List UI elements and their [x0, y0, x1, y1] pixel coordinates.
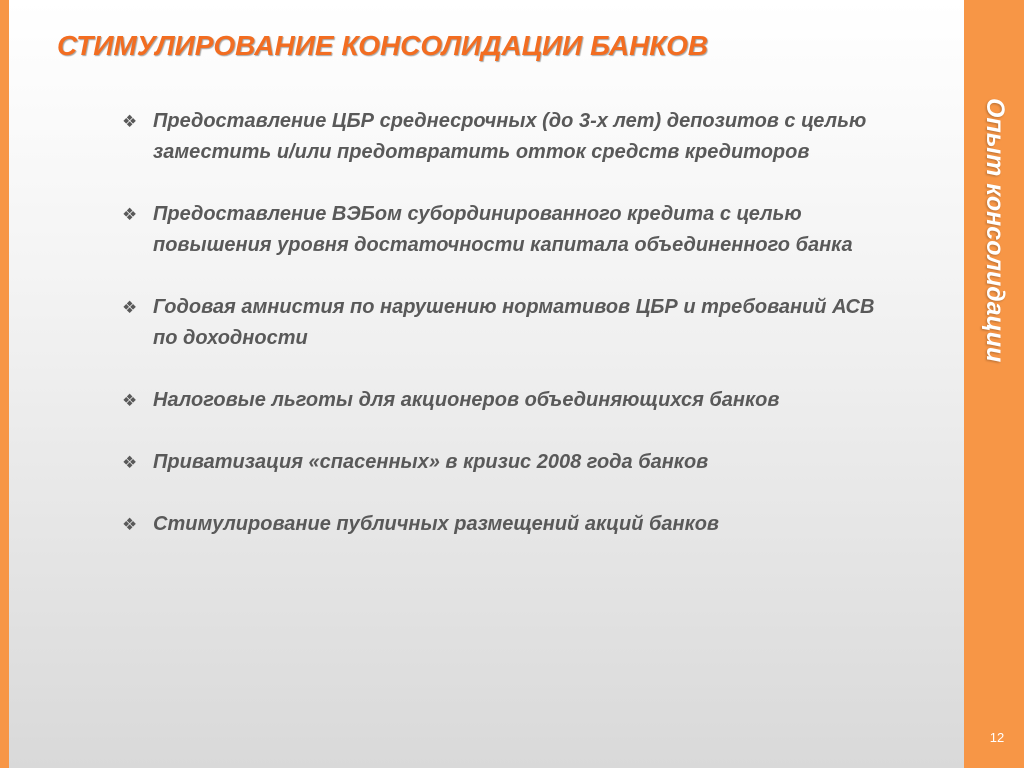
- bullet-item: [122, 292, 882, 354]
- section-label: [964, 0, 1024, 768]
- bullet-item: [122, 509, 882, 540]
- bullet-item: [122, 106, 882, 168]
- diamond-bullet-icon: ❖: [122, 205, 138, 224]
- diamond-bullet-icon: ❖: [122, 298, 138, 317]
- bullet-text: Приватизация «спасенных» в кризис 2008 года банков: [153, 451, 709, 473]
- bullet-text: Предоставление ЦБР среднесрочных (до 3-х лет) депозитов с целью заместить и/или предотвратить отток средств кредиторов: [153, 110, 867, 163]
- bullet-item: [122, 447, 882, 478]
- bullet-list: [122, 106, 882, 540]
- diamond-bullet-icon: ❖: [122, 112, 138, 131]
- bullet-text: Предоставление ВЭБом субординированного кредита с целью повышения уровня достаточности капитала объединенного банка: [153, 203, 853, 256]
- diamond-bullet-icon: ❖: [122, 453, 138, 472]
- diamond-bullet-icon: ❖: [122, 391, 138, 410]
- left-accent-bar: [0, 0, 9, 768]
- page-number: 12: [989, 730, 1005, 745]
- bullet-text: Налоговые льготы для акционеров объединяющихся банков: [153, 389, 780, 411]
- bullet-item: [122, 199, 882, 261]
- section-label-text: Опыт консолидации: [981, 98, 1009, 363]
- bullet-text: Стимулирование публичных размещений акций банков: [153, 513, 720, 535]
- diamond-bullet-icon: ❖: [122, 515, 138, 534]
- bullet-item: [122, 385, 882, 416]
- slide-content: [9, 0, 964, 768]
- bullet-text: Годовая амнистия по нарушению нормативов ЦБР и требований АСВ по доходности: [153, 296, 875, 349]
- slide-title: СТИМУЛИРОВАНИЕ КОНСОЛИДАЦИИ БАНКОВ: [57, 30, 709, 61]
